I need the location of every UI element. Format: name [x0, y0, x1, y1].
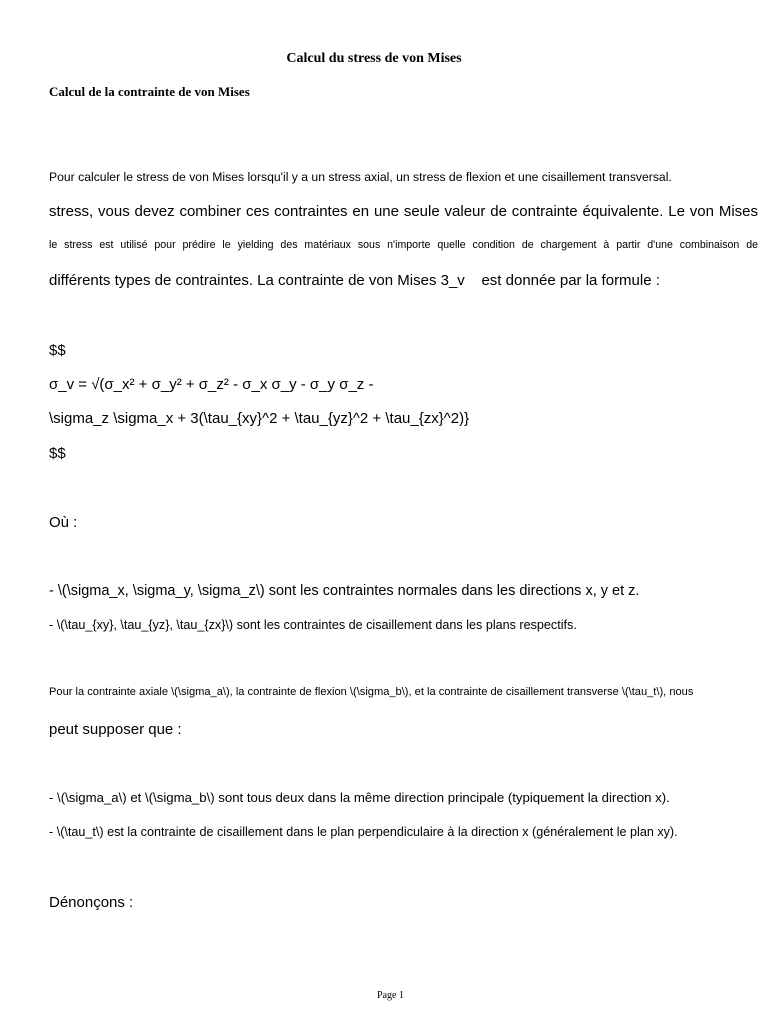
page-number: Page 1 [377, 990, 404, 1001]
where-label: Où : [49, 514, 78, 531]
document-title: Calcul du stress de von Mises [286, 51, 462, 66]
assume-item-1: - \(\sigma_a\) et \(\sigma_b\) sont tous deux dans la même direction principale (typiquement la direction x). [49, 790, 670, 805]
section-heading: Calcul de la contrainte de von Mises [49, 84, 250, 99]
where-item-1: - \(\sigma_x, \sigma_y, \sigma_z\) sont les contraintes normales dans les directions x, y et z. [49, 583, 640, 599]
formula-open-delimiter: $$ [49, 342, 66, 359]
formula-close-delimiter: $$ [49, 445, 66, 462]
denote-label: Dénonçons : [49, 894, 134, 911]
intro-line-1: Pour calculer le stress de von Mises lorsqu'il y a un stress axial, un stress de flexion et une cisaillement transversal. [49, 170, 672, 184]
where-item-2: - \(\tau_{xy}, \tau_{yz}, \tau_{zx}\) sont les contraintes de cisaillement dans les plans respectifs. [49, 618, 577, 632]
intro-line-2: stress, vous devez combiner ces contraintes en une seule valeur de contrainte équivalente. Le von Mises [49, 203, 758, 220]
assume-item-2: - \(\tau_t\) est la contrainte de cisaillement dans le plan perpendiculaire à la direction x (généralement le plan xy). [49, 825, 678, 839]
intro-line-4: différents types de contraintes. La contrainte de von Mises 3_v est donnée par la formule : [49, 272, 660, 289]
intro-line-3: le stress est utilisé pour prédire le yielding des matériaux sous n'importe quelle condition de chargement à partir d'une combinaison de [49, 239, 758, 251]
assume-intro-line-2: peut supposer que : [49, 721, 182, 738]
assume-intro-line-1: Pour la contrainte axiale \(\sigma_a\), la contrainte de flexion \(\sigma_b\), et la contrainte de cisaillement transverse \(\tau_t\), nous [49, 686, 694, 698]
formula-line-2: \sigma_z \sigma_x + 3(\tau_{xy}^2 + \tau_{yz}^2 + \tau_{zx}^2)} [49, 410, 470, 427]
formula-line-1: σ_v = √(σ_x² + σ_y² + σ_z² - σ_x σ_y - σ_y σ_z - [49, 376, 374, 393]
